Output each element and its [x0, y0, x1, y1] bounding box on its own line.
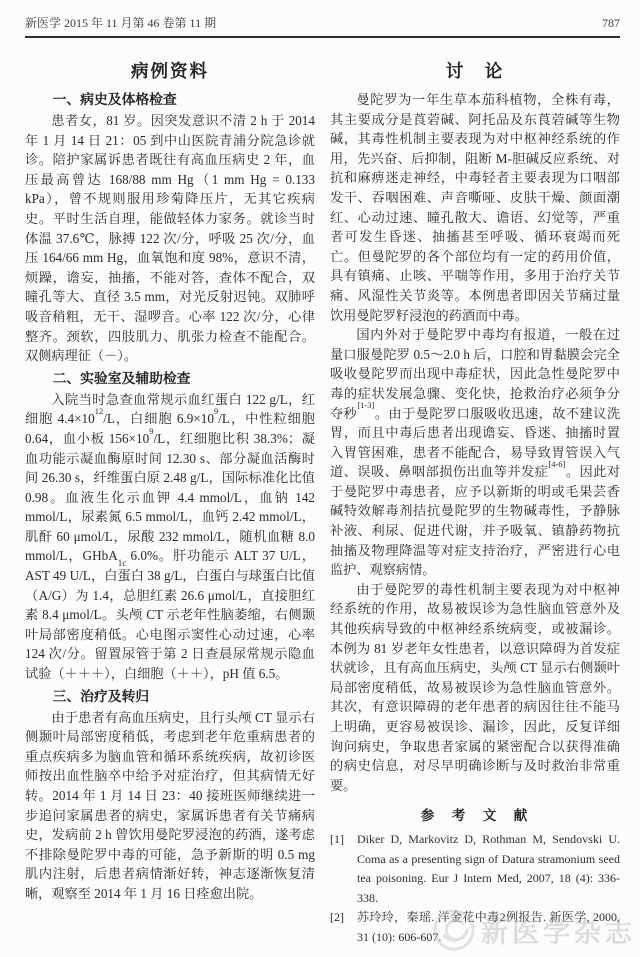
discussion-paragraph-1: 曼陀罗为一年生草本茄科植物，全株有毒，其主要成分是莨菪碱、阿托品及东莨菪碱等生物碱，其毒性机制主要表现为对中枢神经系统的作用，先兴奋、后抑制，阻断 M-胆碱反应系统、对抗和麻痹迷走神经，中毒轻者主要表现为口咽部发干、吞咽困难、声音嘶哑、皮肤干燥、颜面潮红、心动过速、瞳孔散大、谵语、幻觉等，严重者可发生昏迷、抽搐甚至呼吸、循环衰竭而死亡。但曼陀罗的各个部位均有一定的药用价值，具有镇痛、止咳、平喘等作用，多用于治疗关节痛、风湿性关节炎等。本例患者即因关节痛过量饮用曼陀罗籽浸泡的药酒而中毒。 [330, 92, 620, 323]
reference-text: 苏玲玲，秦瑶. 洋金花中毒2例报告. 新医学, 2000, 31 (10): 606-607. [357, 910, 620, 944]
history-paragraph: 患者女，81 岁。因突发意识不清 2 h 于 2014 年 1 月 14 日 21：05 到中山医院青浦分院急诊就诊。陪护家属诉患者既往有高血压病史 2 年，血压最高曾达 168/88 mm Hg（1 mm Hg = 0.133 kPa），曾不规则服用珍菊降压片，无其它疾病史。平时生活自理，能做轻体力家务。就诊当时体温 37.6℃，脉搏 122 次/分，呼吸 25 次/分，血压 164/66 mm Hg，血氧饱和度 98%，意识不清，烦躁，谵妄，抽搐，不能对答，查体不配合，双瞳孔等大、直径 3.5 mm，对光反射迟钝。双肺呼吸音稍粗，无干、湿啰音。心率 122 次/分，心律整齐。颈软，四肢肌力、肌张力检查不能配合。双侧病理征（－）。 [25, 113, 315, 364]
treatment-paragraph: 由于患者有高血压病史，且行头颅 CT 显示右侧颞叶局部密度稍低，考虑到老年危重病患者的重点疾病多为脑血管和循环系统疾病，故初诊医师按出血性脑卒中给予对症治疗，但其病情无好转。2014 年 1 月 14 日 23：40 接班医师继续进一步追问家属患者的病史，家属诉患者有关节痛病史，发病前 2 h 曾饮用曼陀罗浸泡的药酒，遂考虑不排除曼陀罗中毒的可能，急予新斯的明 0.5 mg 肌内注射，后患者病情渐好转，神志逐渐恢复清晰，观察至 2014 年 1 月 16 日痊愈出院。 [25, 709, 315, 901]
case-report-title: 病例资料 [131, 61, 209, 81]
reference-item-2 [330, 908, 620, 947]
discussion-paragraph-2: 国内外对于曼陀罗中毒均有报道，一般在过量口服曼陀罗 0.5～2.0 h 后，口腔和胃黏膜会完全吸收曼陀罗而出现中毒症状，因此急性曼陀罗中毒的症状发展急骤、变化快，抢救治疗必须争分夺秒[1-3]。由于曼陀罗口服吸收迅速，故不建议洗胃，而且中毒后患者出现谵妄、昏迷、抽搐时置入胃管困难，患者不能配合，易导致胃管误入气道、误吸、鼻咽部损伤出血等并发症[4-6]。因此对于曼陀罗中毒患者，应予以新斯的明或毛果芸香碱特效解毒剂拮抗曼陀罗的生物碱毒性，予静脉补液、利尿、促进代谢，并予吸氧、镇静药物抗抽搐及物理降温等对症支持治疗，严密进行心电监护、观察病情。 [330, 327, 621, 578]
discussion-paragraph-3: 由于曼陀罗的毒性机制主要表现为对中枢神经系统的作用，故易被误诊为急性脑血管意外及其他疾病导致的中枢神经系统病变，或被漏诊。本例为 81 岁老年女性患者，以意识障碍为首发症状就诊，且有高血压病史，头颅 CT 显示右侧颞叶局部密度稍低，故易被误诊为急性脑血管意外。其次，有意识障碍的老年患者的病因往往不能马上明确，更容易被误诊、漏诊，因此，反复详细询问病史，争取患者家属的紧密配合以获得准确的病史信息，对尽早明确诊断与及时救治非常重要。 [330, 581, 620, 793]
labs-paragraph: 入院当时急查血常规示血红蛋白 122 g/L，红细胞 $4.4\times 10^{12}/L$，白细胞 $6.9\times 10^9/L$，中性粒细胞 0.64，血小板 $156\times 10^9/L$，红细胞比积 38.3%；凝血功能示凝血酶原时间 12.30 s、部分凝血活酶时间 26.30 s，纤维蛋白原 2.48 g/L，国际标准化比值 0.98。血液生化示血钾 4.4 mmol/L，血钠 142 mmol/L，尿素氮 6.5 mmol/L，血钙 2.42 mmol/L，肌酐 60 μmol/L，尿酸 232 mmol/L，随机血糖 8.0 mmol/L，GHbA$_{1c}$ 6.0%。肝功能示 ALT 37 U/L，AST 49 U/L，白蛋白 38 g/L，白蛋白与球蛋白比值（A/G）为 1.4，总胆红素 26.6 μmol/L，直接胆红素 8.4 μmol/L。头颅 CT 示老年性脑萎缩，右侧颞叶局部密度稍低。心电图示窦性心动过速，心率 124 次/分。留置尿管于第 2 日查晨尿常规示隐血试验（＋＋＋），白细胞（＋＋），pH 值 6.5。 [25, 391, 315, 682]
reference-label: [1] [330, 832, 344, 847]
reference-text: Diker D, Markovitz D, Rothman M, Sendovski U. Coma as a presenting sign of Datura stramonium seed tea poisoning. Eur J Intern Med, 2007, 18 (4): 336-338. [357, 832, 620, 905]
section-heading-history: 一、病史及体格检查 [52, 92, 177, 107]
discussion-title: 讨 论 [445, 61, 505, 81]
watermark-text: 新医学杂志 [481, 917, 636, 948]
page-number: 787 [602, 16, 620, 30]
discussion-column [330, 58, 620, 947]
reference-label: [2] [330, 910, 344, 925]
page-header [25, 14, 620, 38]
article-body [25, 58, 620, 947]
reference-item-1 [330, 830, 620, 908]
case-report-column [25, 58, 315, 947]
references-heading: 参 考 文 献 [420, 808, 530, 824]
section-heading-treatment: 三、治疗及转归 [52, 688, 150, 704]
section-heading-labs: 二、实验室及辅助检查 [52, 370, 191, 386]
journal-issue-text: 新医学 2015 年 11 月第 46 卷第 11 期 [25, 16, 217, 30]
